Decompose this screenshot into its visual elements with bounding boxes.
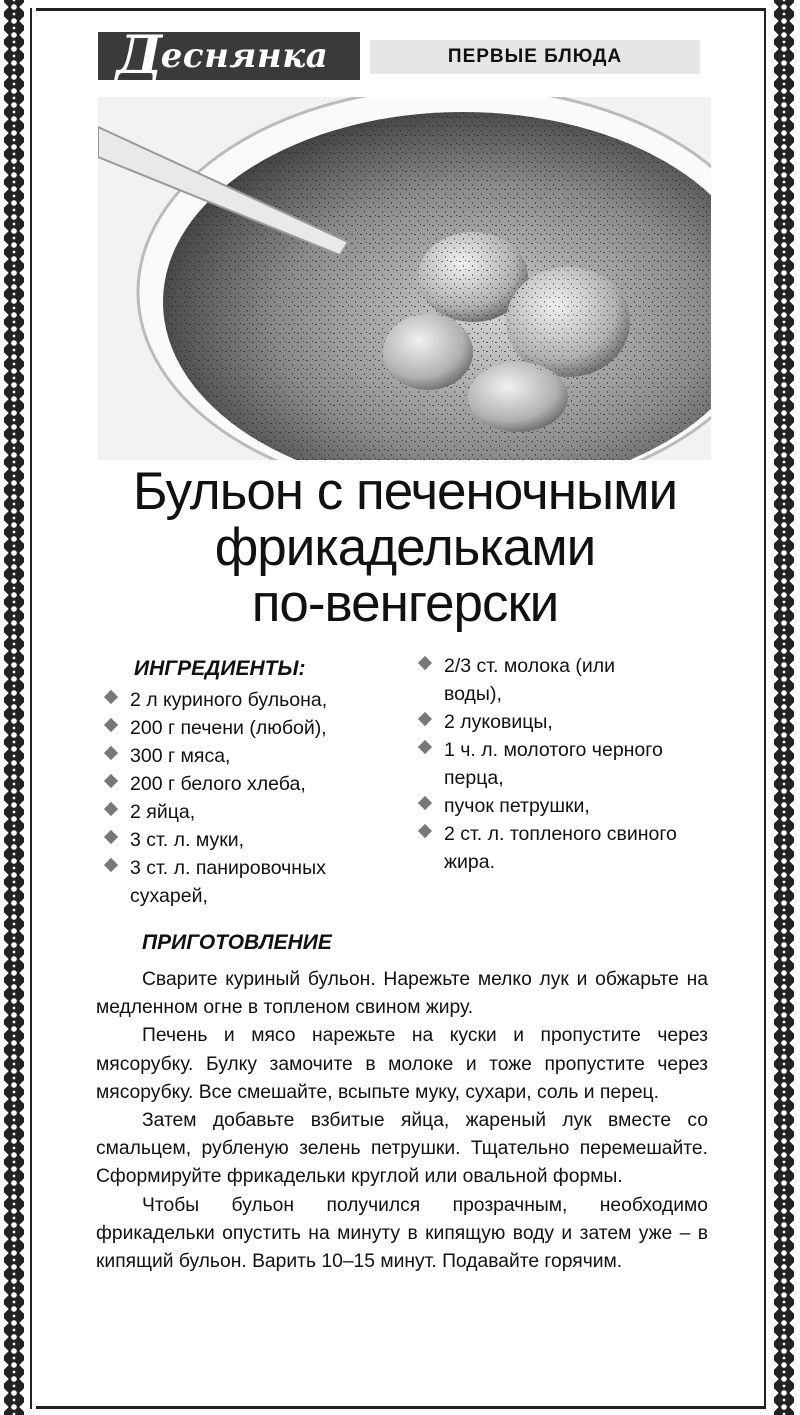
- diamond-bullet-icon: [418, 824, 432, 838]
- diamond-bullet-icon: [104, 690, 118, 704]
- section-label: ПЕРВЫЕ БЛЮДА: [370, 40, 700, 74]
- ingredient-item: пучок петрушки,: [414, 792, 714, 820]
- frame-rule-left: [30, 8, 32, 1409]
- preparation-paragraph: Чтобы бульон получился прозрачным, необходимо фрикадельки опустить на минуту в кипящую воду и затем уже – в кипящий бульон. Варить 10–15 минут. Подавайте горячим.: [96, 1194, 708, 1273]
- ornament-border-left: [4, 0, 24, 1415]
- logo-text: еснянка: [160, 36, 329, 76]
- diamond-bullet-icon: [104, 802, 118, 816]
- diamond-bullet-icon: [418, 796, 432, 810]
- ingredients-right: [414, 652, 714, 876]
- logo-initial: Д: [116, 25, 163, 86]
- ingredient-item: 2/3 ст. молока (или воды),: [414, 652, 649, 708]
- diamond-bullet-icon: [104, 718, 118, 732]
- ingredient-item: 1 ч. л. молотого черного перца,: [414, 736, 669, 792]
- ingredient-item: 300 г мяса,: [100, 742, 410, 770]
- diamond-bullet-icon: [418, 740, 432, 754]
- diamond-bullet-icon: [104, 830, 118, 844]
- title-line-1: Бульон с печеночными: [132, 462, 678, 521]
- ingredient-item: 2 яйца,: [100, 798, 410, 826]
- soup-bowl-image: [98, 97, 711, 460]
- ingredient-item: 3 ст. л. панировочных сухарей,: [100, 854, 400, 910]
- frame-rule-top: [36, 8, 764, 11]
- preparation-paragraph: Сварите куриный бульон. Нарежьте мелко лук и обжарьте на медленном огне в топленом свином жиру.: [96, 969, 708, 1019]
- diamond-bullet-icon: [104, 746, 118, 760]
- diamond-bullet-icon: [104, 774, 118, 788]
- ingredient-item: 2 ст. л. топленого свиного жира.: [414, 820, 689, 876]
- brand-logo: [98, 25, 360, 86]
- title-line-2: фрикадельками: [214, 518, 596, 577]
- ingredient-item: 2 луковицы,: [414, 708, 714, 736]
- ingredients-left: [100, 652, 410, 910]
- preparation-paragraph: Затем добавьте взбитые яйца, жареный лук вместе со смальцем, рубленую зелень петрушки. Тщательно перемешайте. Сформируйте фрикадельки круглой или овальной формы.: [96, 1110, 708, 1188]
- ingredient-item: 3 ст. л. муки,: [100, 826, 410, 854]
- ornament-border-right: [774, 0, 794, 1415]
- preparation-paragraph: Печень и мясо нарежьте на куски и пропустите через мясорубку. Булку замочите в молоке и тоже пропустите через мясорубку. Все смешайте, всыпьте муку, сухари, соль и перец.: [96, 1025, 708, 1103]
- ingredients-heading: ИНГРЕДИЕНТЫ:: [134, 657, 306, 680]
- frame-rule-bottom: [36, 1406, 764, 1409]
- recipe-title: [60, 464, 750, 632]
- title-line-3: по-венгерски: [251, 574, 559, 633]
- ingredient-item: 200 г белого хлеба,: [100, 770, 410, 798]
- frame-rule-right: [764, 8, 766, 1409]
- diamond-bullet-icon: [418, 656, 432, 670]
- ingredient-item: 2 л куриного бульона,: [100, 686, 410, 714]
- preparation-text: [96, 966, 708, 1276]
- soup-photo: [98, 97, 711, 460]
- diamond-bullet-icon: [104, 858, 118, 872]
- diamond-bullet-icon: [418, 712, 432, 726]
- page-header: [98, 25, 708, 86]
- ingredient-item: 200 г печени (любой),: [100, 714, 410, 742]
- preparation-heading: ПРИГОТОВЛЕНИЕ: [142, 931, 332, 954]
